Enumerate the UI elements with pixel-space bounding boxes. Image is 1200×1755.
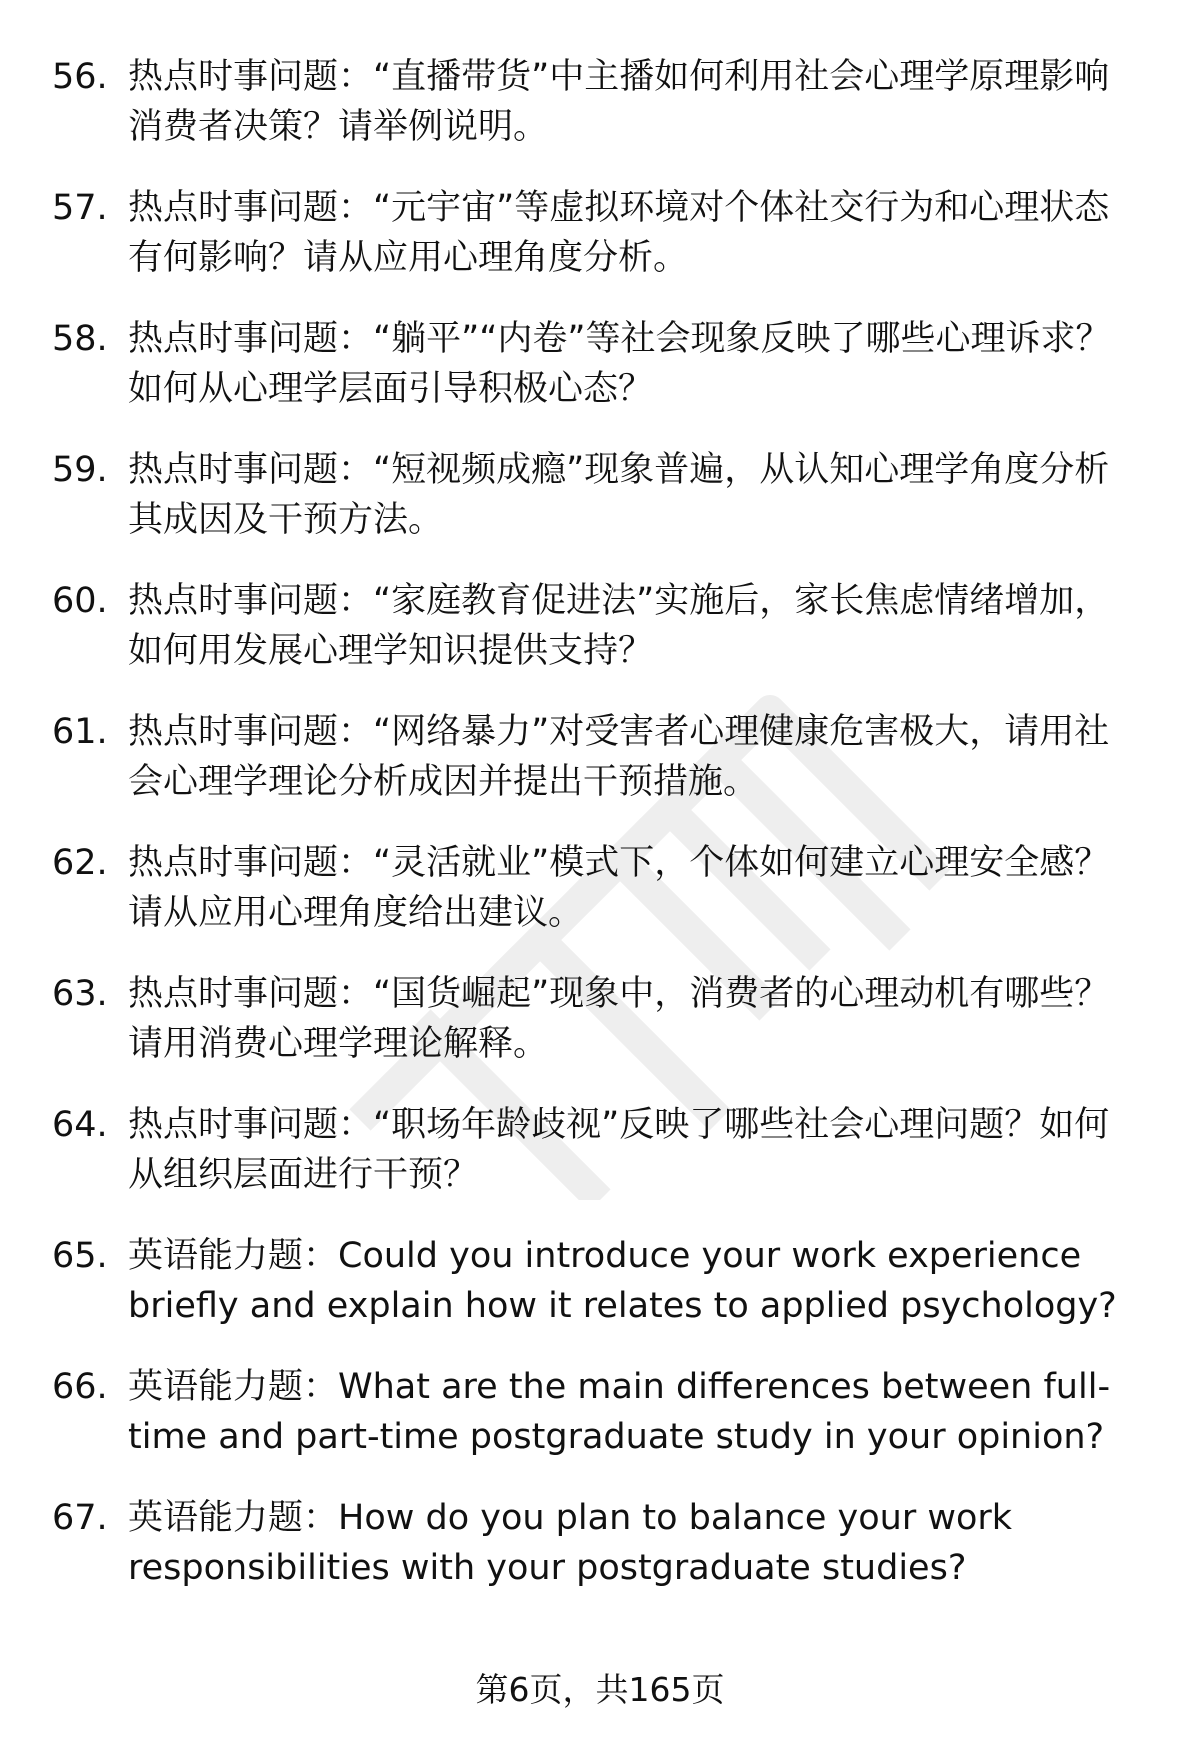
question-number: 61. (52, 712, 108, 752)
question-item (52, 1493, 1152, 1624)
question-item (52, 969, 1152, 1100)
question-text: 英语能力题：Could you introduce your work experience briefly and explain how it relates to applied psychology? (128, 1236, 1117, 1326)
question-number: 58. (52, 319, 108, 359)
question-list (52, 52, 1152, 1624)
question-text: 英语能力题：What are the main differences between full-time and part-time postgraduate study in your opinion? (128, 1367, 1111, 1457)
question-item (52, 52, 1152, 183)
question-text: 热点时事问题：“国货崛起”现象中，消费者的心理动机有哪些？请用消费心理学理论解释。 (128, 974, 1110, 1064)
question-number: 59. (52, 450, 108, 490)
question-text: 英语能力题：How do you plan to balance your work responsibilities with your postgraduate studies? (128, 1498, 1013, 1588)
question-item (52, 314, 1152, 445)
question-item (52, 576, 1152, 707)
question-number: 67. (52, 1498, 108, 1538)
question-text: 热点时事问题：“职场年龄歧视”反映了哪些社会心理问题？如何从组织层面进行干预？ (128, 1105, 1110, 1195)
question-item (52, 1100, 1152, 1231)
question-text: 热点时事问题：“躺平”“内卷”等社会现象反映了哪些心理诉求？如何从心理学层面引导积极心态？ (128, 319, 1111, 409)
question-item (52, 183, 1152, 314)
question-number: 63. (52, 974, 108, 1014)
question-text: 热点时事问题：“家庭教育促进法”实施后，家长焦虑情绪增加，如何用发展心理学知识提供支持？ (128, 581, 1110, 671)
question-number: 57. (52, 188, 108, 228)
question-number: 62. (52, 843, 108, 883)
question-text: 热点时事问题：“直播带货”中主播如何利用社会心理学原理影响消费者决策？请举例说明。 (128, 57, 1110, 147)
question-item (52, 1362, 1152, 1493)
question-text: 热点时事问题：“网络暴力”对受害者心理健康危害极大，请用社会心理学理论分析成因并提出干预措施。 (128, 712, 1110, 802)
question-item (52, 838, 1152, 969)
question-number: 66. (52, 1367, 108, 1407)
page-footer: 第6页，共165页 (475, 1670, 725, 1709)
question-text: 热点时事问题：“短视频成瘾”现象普遍，从认知心理学角度分析其成因及干预方法。 (128, 450, 1110, 540)
question-item (52, 1231, 1152, 1362)
question-item (52, 707, 1152, 838)
question-text: 热点时事问题：“元宇宙”等虚拟环境对个体社交行为和心理状态有何影响？请从应用心理角度分析。 (128, 188, 1110, 278)
question-item (52, 445, 1152, 576)
question-number: 65. (52, 1236, 108, 1276)
question-number: 56. (52, 57, 108, 97)
question-number: 60. (52, 581, 108, 621)
question-text: 热点时事问题：“灵活就业”模式下，个体如何建立心理安全感？请从应用心理角度给出建议。 (128, 843, 1110, 933)
question-number: 64. (52, 1105, 108, 1145)
